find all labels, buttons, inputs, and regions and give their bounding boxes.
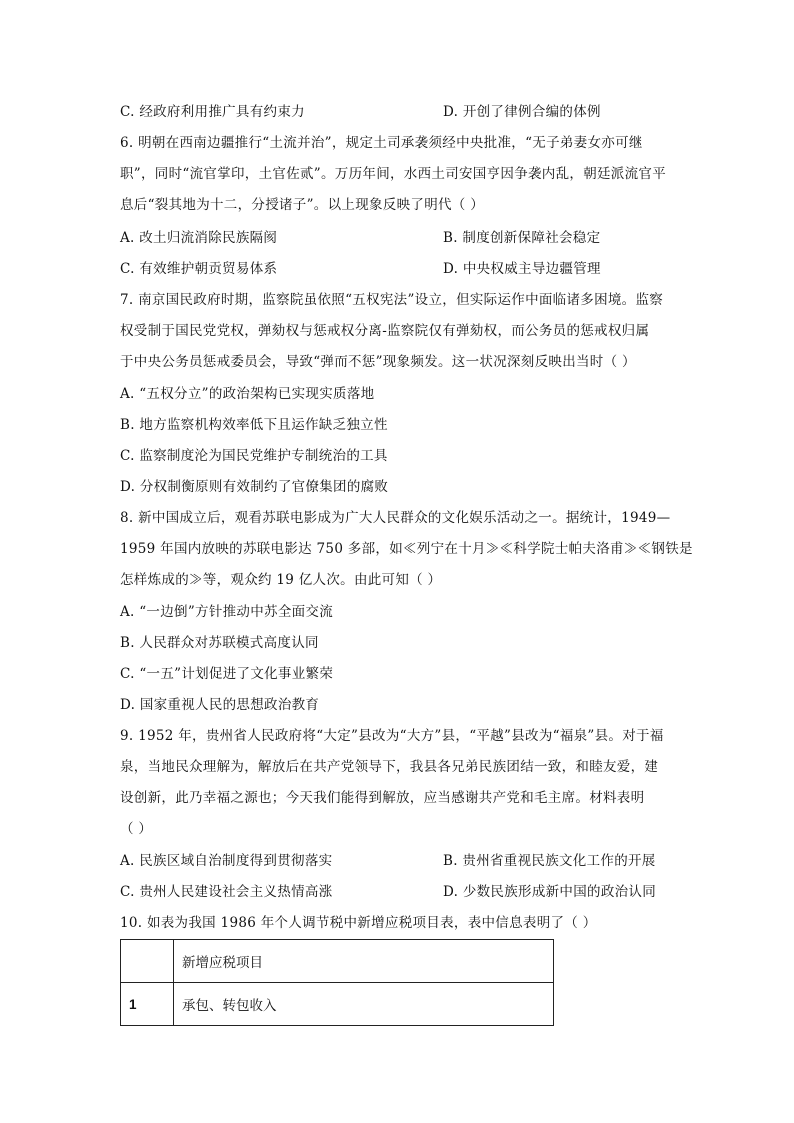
q9-option-d: D. 少数民族形成新中国的政治认同 bbox=[443, 884, 657, 900]
q7-option-b: B. 地方监察机构效率低下且运作缺乏独立性 bbox=[120, 417, 388, 433]
q9-stem-line2: 泉，当地民众理解为，解放后在共产党领导下，我县各兄弟民族团结一致，和睦友爱，建 bbox=[120, 759, 659, 775]
q8-stem-line2: 1959 年国内放映的苏联电影达 750 多部，如≪列宁在十月≫≪科学院士帕夫洛甫≫≪钢铁是 bbox=[120, 541, 693, 557]
q6-stem-line2: 职”，同时“流官掌印，土官佐贰”。万历年间，水西土司安国亨因争袭内乱，朝廷派流官平 bbox=[120, 166, 667, 182]
table-cell: 1 bbox=[121, 983, 174, 1026]
q8-stem-line3: 怎样炼成的≫等，观众约 19 亿人次。由此可知（ ） bbox=[120, 572, 442, 588]
q9-option-b: B. 贵州省重视民族文化工作的开展 bbox=[443, 853, 656, 869]
q6-option-b: B. 制度创新保障社会稳定 bbox=[443, 230, 601, 246]
q7-stem-line1: 7. 南京国民政府时期，监察院虽依照“五权宪法”设立，但实际运作中面临诸多困境。监察 bbox=[120, 292, 664, 308]
q7-option-a: A. “五权分立”的政治架构已实现实质落地 bbox=[120, 386, 375, 402]
q8-option-b: B. 人民群众对苏联模式高度认同 bbox=[120, 635, 319, 651]
q9-option-a: A. 民族区域自治制度得到贯彻落实 bbox=[120, 853, 333, 869]
q9-option-c: C. 贵州人民建设社会主义热情高涨 bbox=[120, 884, 333, 900]
q9-stem-line1: 9. 1952 年，贵州省人民政府将“大定”县改为“大方”县，“平越”县改为“福泉”县。对于福 bbox=[120, 728, 664, 744]
q8-option-a: A. “一边倒”方针推动中苏全面交流 bbox=[120, 604, 334, 620]
table-header-cell bbox=[121, 940, 174, 983]
q7-stem-line3: 于中央公务员惩戒委员会，导致“弹而不惩”现象频发。这一状况深刻反映出当时（ ） bbox=[120, 354, 636, 370]
q8-option-d: D. 国家重视人民的思想政治教育 bbox=[120, 697, 320, 713]
table-header-cell: 新增应税项目 bbox=[174, 940, 554, 983]
q10-stem-line1: 10. 如表为我国 1986 年个人调节税中新增应税项目表，表中信息表明了（ ） bbox=[120, 915, 597, 931]
q7-option-d: D. 分权制衡原则有效制约了官僚集团的腐败 bbox=[120, 479, 389, 495]
q6-option-a: A. 改土归流消除民族隔阂 bbox=[120, 230, 278, 246]
q7-option-c: C. 监察制度沦为国民党维护专制统治的工具 bbox=[120, 448, 388, 464]
q6-option-c: C. 有效维护朝贡贸易体系 bbox=[120, 261, 278, 277]
q8-stem-line1: 8. 新中国成立后，观看苏联电影成为广大人民群众的文化娱乐活动之一。据统计，1949— bbox=[120, 510, 671, 526]
q7-stem-line2: 权受制于国民党党权，弹劾权与惩戒权分离-监察院仅有弹劾权，而公务员的惩戒权归属 bbox=[120, 323, 650, 339]
table-row bbox=[121, 983, 554, 1026]
q5-option-d: D. 开创了律例合编的体例 bbox=[443, 104, 601, 120]
q8-option-c: C. “一五”计划促进了文化事业繁荣 bbox=[120, 666, 334, 682]
table-row bbox=[121, 940, 554, 983]
q5-option-c: C. 经政府利用推广具有约束力 bbox=[120, 104, 305, 120]
q9-stem-line4: （ ） bbox=[120, 821, 153, 837]
table-cell: 承包、转包收入 bbox=[174, 983, 554, 1026]
q9-stem-line3: 设创新，此乃幸福之源也；今天我们能得到解放，应当感谢共产党和毛主席。材料表明 bbox=[120, 790, 645, 806]
q6-stem-line3: 息后“裂其地为十二，分授诸子”。以上现象反映了明代（ ） bbox=[120, 197, 484, 213]
q6-option-d: D. 中央权威主导边疆管理 bbox=[443, 261, 601, 277]
tax-items-table bbox=[120, 939, 554, 1026]
q6-stem-line1: 6. 明朝在西南边疆推行“土流并治”，规定土司承袭须经中央批准，“无子弟妻女亦可继 bbox=[120, 135, 643, 151]
